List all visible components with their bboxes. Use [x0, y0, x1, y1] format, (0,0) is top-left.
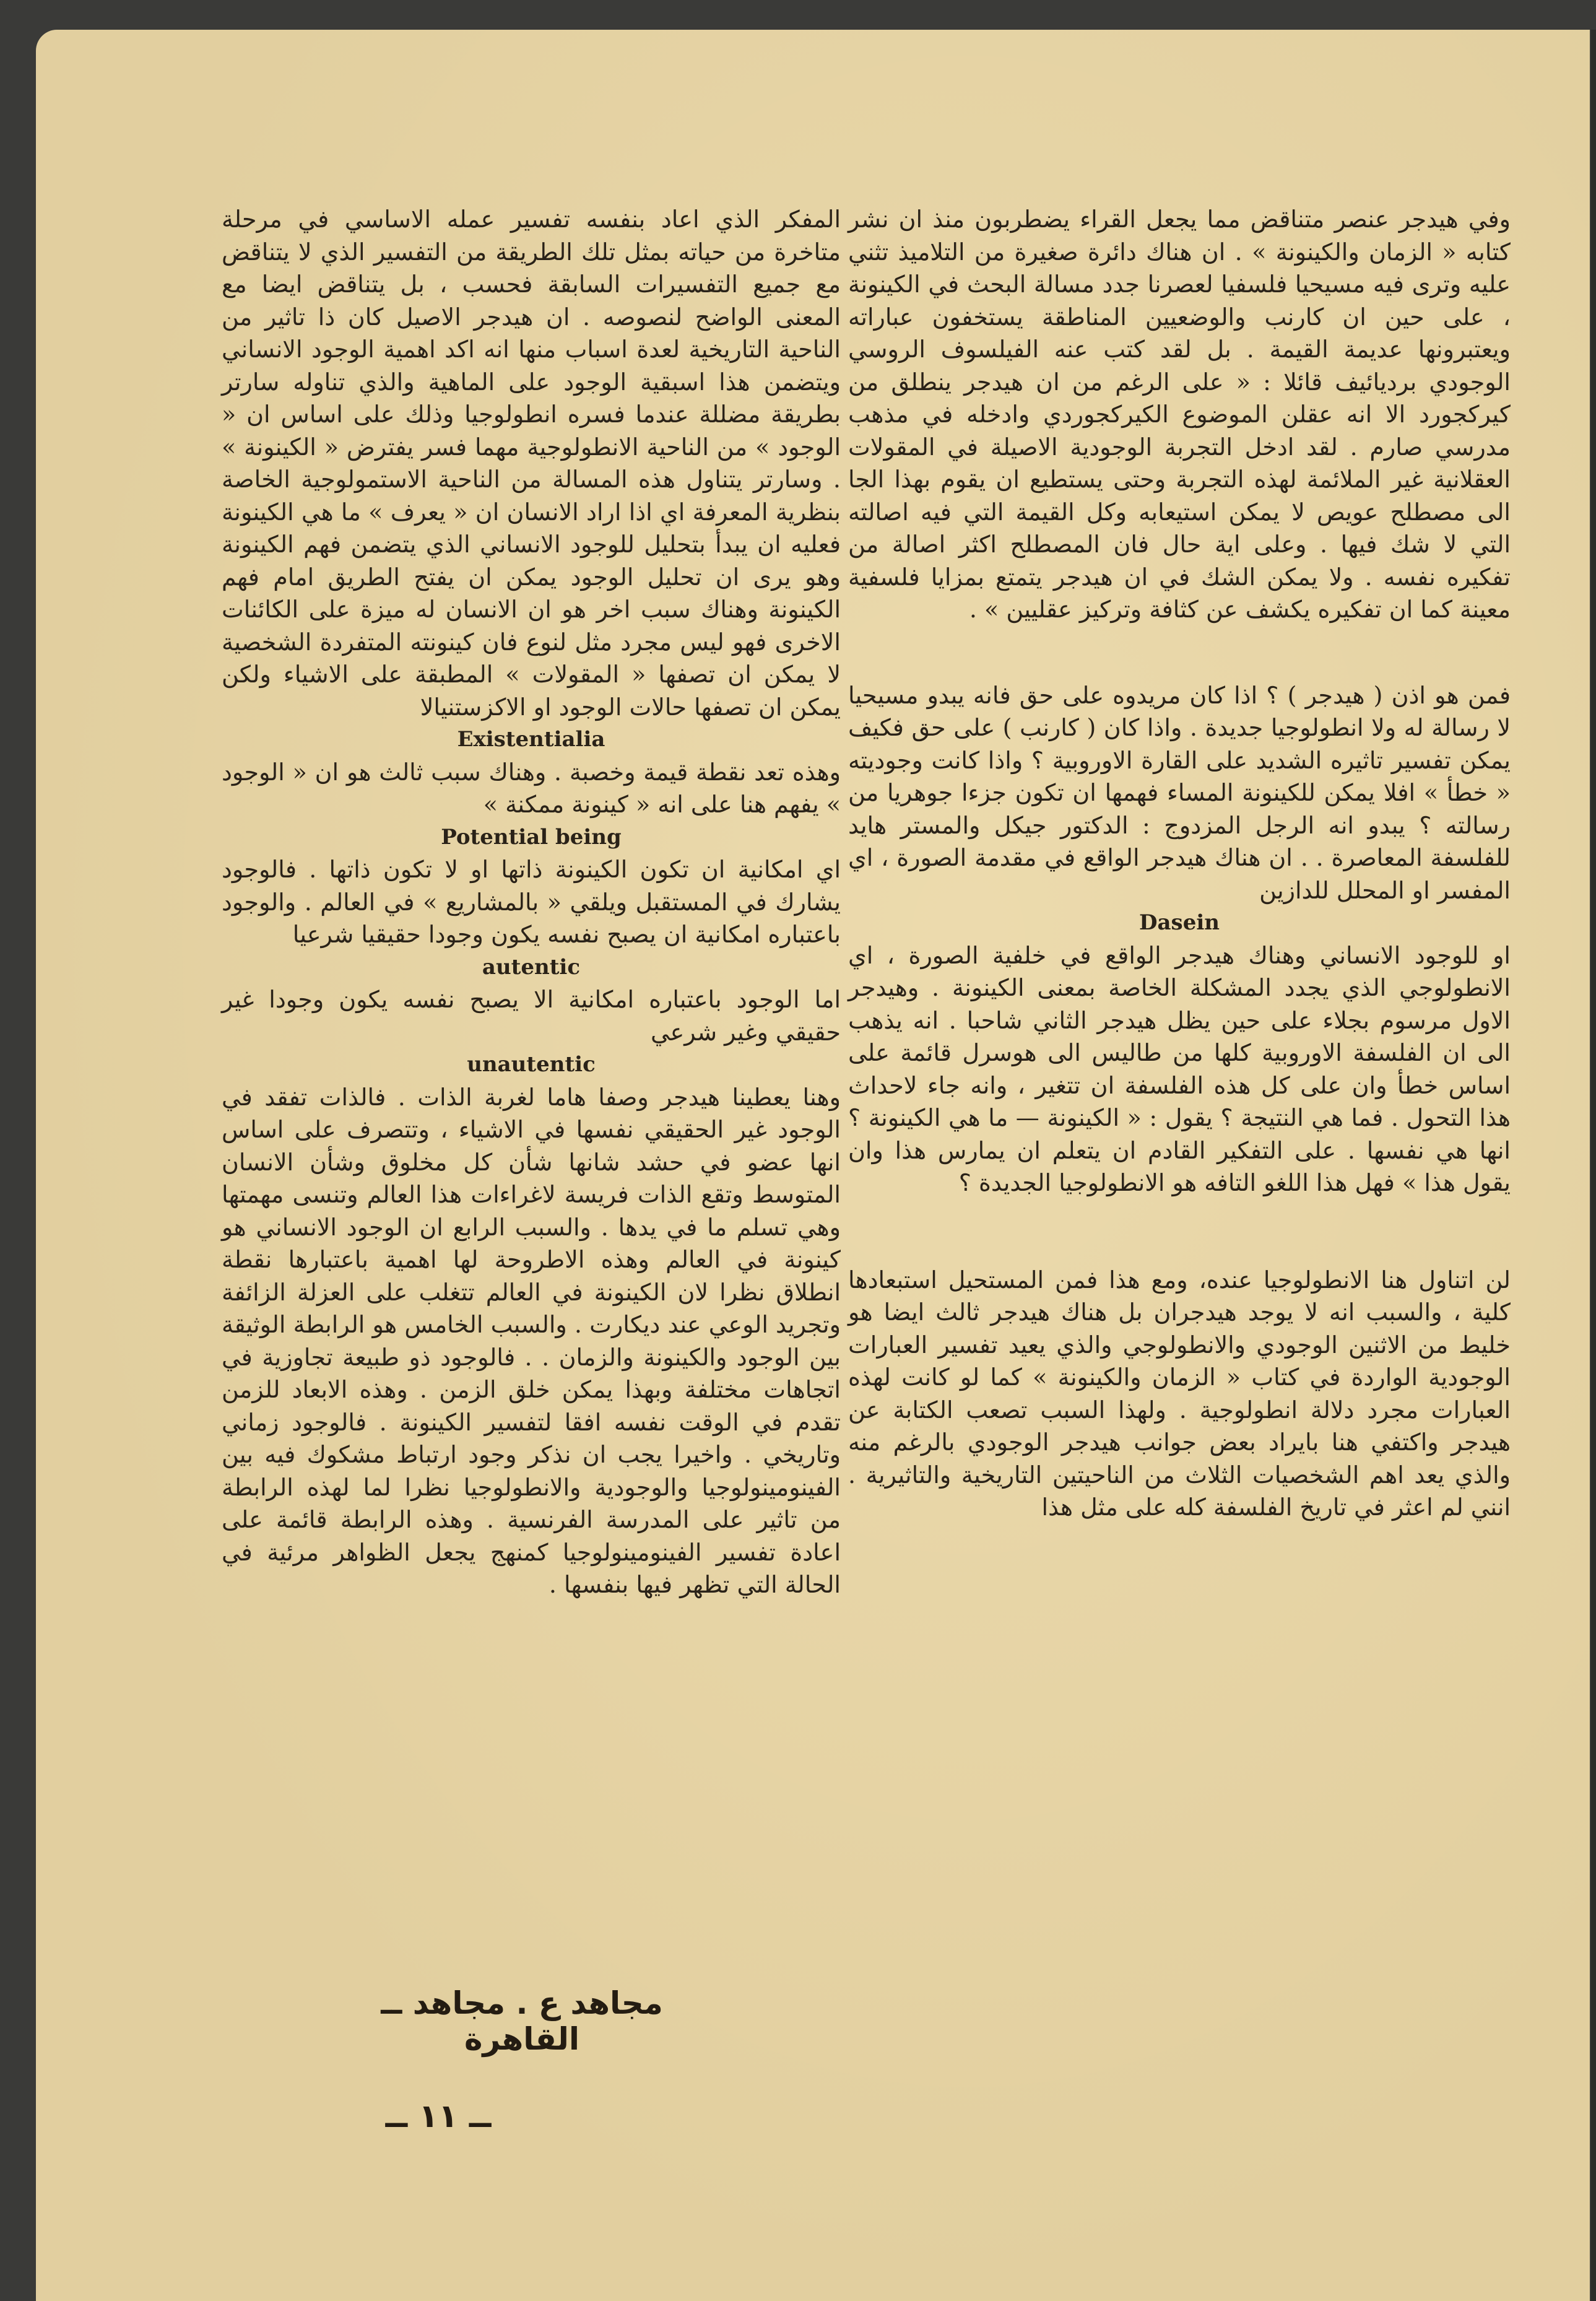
left-paragraph-1d: اما الوجود باعتباره امكانية الا يصبح نفسه يكون وجودا غير حقيقي وغير شرعي: [222, 986, 841, 1046]
term-existentialia: Existentialia: [457, 727, 605, 752]
magazine-page: [36, 30, 1590, 2301]
term-dasein: Dasein: [1139, 910, 1220, 935]
right-column: [848, 203, 1511, 1524]
author-signature: مجاهد ع . مجاهد ــ القاهرة: [381, 1985, 663, 2057]
right-paragraph-2: فمن هو اذن ( هيدجر ) ؟ اذا كان مريدوه على حق فانه يبدو مسيحيا لا رسالة له ولا انطولوجيا جديدة . واذا كان ( كارنب ) على حق فكيف يمكن تفسير تاثيره الشديد على القارة الاوروبية ؟ واذا كانت وجوديته « خطأ » افلا يمكن للكينونة المساء فهمها ان تكون جزءا جوهريا من رسالته ؟ يبدو انه الرجل المزدوج : الدكتور جيكل والمستر هايد للفلسفة المعاصرة . . ان هناك هيدجر الواقع في مقدمة الصورة ، اي المفسر او المحلل للدازين: [848, 681, 1511, 904]
page-number: ــ ١١ ــ: [385, 2098, 492, 2135]
paragraph-gap: [848, 1199, 1511, 1264]
right-paragraph-2b: او للوجود الانساني وهناك هيدجر الواقع في خلفية الصورة ، اي الانطولوجي الذي يجدد المشكلة الخاصة بمعنى الكينونة . وهيدجر الاول مرسوم بجلاء على حين يظل هيدجر الثاني شاحبا . انه يذهب الى ان الفلسفة الاوروبية كلها من طاليس الى هوسرل قائمة على اساس خطأ وان على كل هذه الفلسفة ان تتغير ، وانه جاء لاحداث هذا التحول . فما هي النتيجة ؟ يقول : « الكينونة — ما هي الكينونة ؟ انها هي نفسها . على التفكير القادم ان يتعلم ان يمارس هذا وان يقول هذا » فهل هذا اللغو التافه هو الانطولوجيا الجديدة ؟: [848, 941, 1511, 1196]
left-paragraph-1: المفكر الذي اعاد بنفسه تفسير عمله الاساسي في مرحلة متاخرة من حياته بمثل تلك الطريقة من التفسير الذي لا يتناقض مع جميع التفسيرات السابقة فحسب ، بل يتناقض ايضا مع المعنى الواضح لنصوصه . ان هيدجر الاصيل كان ذا تاثير من الناحية التاريخية لعدة اسباب منها انه اكد اهمية الوجود الانساني ويتضمن هذا اسبقية الوجود على الماهية والذي تناوله سارتر بطريقة مضللة عندما فسره انطولوجيا وذلك على اساس ان « الوجود » من الناحية الانطولوجية مهما فسر يفترض « الكينونة » . وسارتر يتناول هذه المسالة من الناحية الاستمولوجية الخاصة بنظرية المعرفة اي اذا اراد الانسان ان « يعرف » ما هي الكينونة فعليه ان يبدأ بتحليل للوجود الانساني الذي يتضمن فهم الكينونة وهو يرى ان تحليل الوجود يمكن ان يفتح الطريق امام فهم الكينونة وهناك سبب اخر هو ان الانسان له ميزة على الكائنات الاخرى فهو ليس مجرد مثل لنوع فان كينونته المتفردة الشخصية لا يمكن ان تصفها « المقولات » المطبقة على الاشياء ولكن يمكن ان تصفها حالات الوجود او الاكزستنيالا: [222, 206, 841, 721]
left-paragraph-1b: وهذه تعد نقطة قيمة وخصبة . وهناك سبب ثالث هو ان « الوجود » يفهم هنا على انه « كينونة ممكنة »: [222, 758, 841, 818]
paragraph-gap: [848, 626, 1511, 679]
right-paragraph-1: وفي هيدجر عنصر متناقض مما يجعل القراء يضطربون منذ ان نشر كتابه « الزمان والكينونة » . ان هناك دائرة صغيرة من التلاميذ تثني عليه وترى فيه مسيحيا فلسفيا لعصرنا جدد مسالة البحث في الكينونة ، على حين ان كارنب والوضعيين المناطقة يستخفون عباراته ويعتبرونها عديمة القيمة . بل لقد كتب عنه الفيلسوف الروسي الوجودي برديائيف قائلا : « على الرغم من ان هيدجر ينطلق من كيركجورد الا انه عقلن الموضوع الكيركجوردي وادخله في مذهب مدرسي صارم . لقد ادخل التجربة الوجودية الاصيلة في المقولات العقلانية غير الملائمة لهذه التجربة وحتى يستطيع ان يقوم بهذا الجا الى مصطلح عويص لا يمكن استيعابه وكل القيمة التي فيه اصالته التي لا شك فيها . وعلى اية حال فان المصطلح اكثر اصالة من تفكيره نفسه . ولا يمكن الشك في ان هيدجر يتمتع بمزايا فلسفية معينة كما ان تفكيره يكشف عن كثافة وتركيز عقليين » .: [848, 206, 1511, 623]
left-paragraph-1c: اي امكانية ان تكون الكينونة ذاتها او لا تكون ذاتها . فالوجود يشارك في المستقبل ويلقي « بالمشاريع » في العالم . والوجود باعتباره امكانية ان يصبح نفسه يكون وجودا حقيقيا شرعيا: [222, 856, 841, 948]
left-column: [222, 203, 841, 1601]
term-unautentic: unautentic: [467, 1052, 596, 1077]
left-paragraph-1e: وهنا يعطينا هيدجر وصفا هاما لغربة الذات . فالذات تفقد في الوجود غير الحقيقي نفسها في الاشياء ، وتتصرف على اساس انها عضو في حشد شانها شأن كل مخلوق وشأن الانسان المتوسط وتقع الذات فريسة لاغراءات هذا العالم وتنسى مهمتها وهي تسلم ما في يدها . والسبب الرابع ان الوجود الانساني هو كينونة في العالم وهذه الاطروحة لها اهمية باعتبارها نقطة انطلاق نظرا لان الكينونة في العالم تتغلب على العزلة الزائفة وتجريد الوعي عند ديكارت . والسبب الخامس هو الرابطة الوثيقة بين الوجود والكينونة والزمان . . فالوجود ذو طبيعة تجاوزية في اتجاهات مختلفة وبهذا يمكن خلق الزمن . وهذه الابعاد للزمن تقدم في الوقت نفسه افقا لتفسير الكينونة . فالوجود زماني وتاريخي . واخيرا يجب ان نذكر وجود ارتباط مشكوك فيه بين الفينومينولوجيا والوجودية والانطولوجيا نظرا لما لهذه الرابطة من تاثير على المدرسة الفرنسية . وهذه الرابطة قائمة على اعادة تفسير الفينومينولوجيا كمنهج يجعل الظواهر مرئية في الحالة التي تظهر فيها بنفسها .: [222, 1083, 841, 1598]
term-autentic: autentic: [482, 954, 581, 980]
right-paragraph-3: لن اتناول هنا الانطولوجيا عنده، ومع هذا فمن المستحيل استبعادها كلية ، والسبب انه لا يوجد هيدجران بل هناك هيدجر ثالث ايضا هو خليط من الاثنين الوجودي والانطولوجي والذي يعيد تفسير العبارات الوجودية الواردة في كتاب « الزمان والكينونة » كما لو كانت لهذه العبارات مجرد دلالة انطولوجية . ولهذا السبب تصعب الكتابة عن هيدجر واكتفي هنا بايراد بعض جوانب هيدجر الوجودي بالرغم منه والذي يعد اهم الشخصيات الثلاث من الناحيتين التاريخية والتاثيرية . انني لم اعثر في تاريخ الفلسفة كله على مثل هذا: [848, 1266, 1511, 1521]
term-potential-being: Potential being: [441, 824, 622, 850]
page-edge-shadow: [1591, 30, 1596, 2301]
